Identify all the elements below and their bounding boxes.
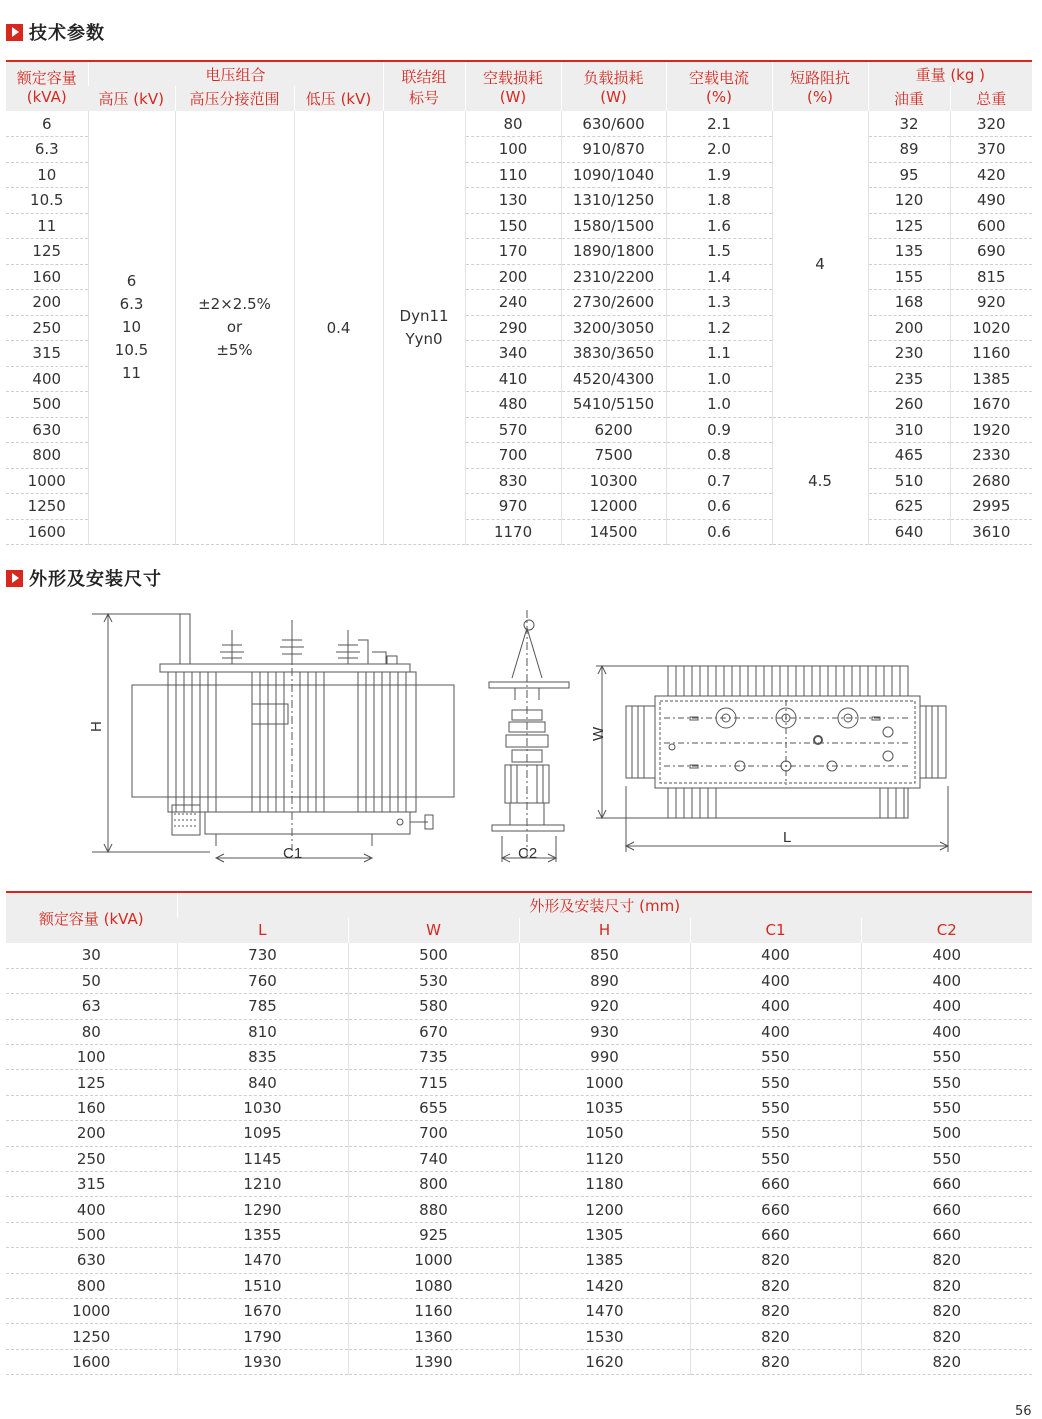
header-voltage-combo: 电压组合 [88, 61, 383, 86]
cell-c2: 820 [861, 1298, 1032, 1323]
cell-w: 1080 [348, 1273, 519, 1298]
cell-oil-weight: 125 [868, 213, 950, 239]
cell-capacity: 160 [6, 1095, 177, 1120]
cell-noload-current: 1.2 [666, 315, 772, 341]
cell-h: 1470 [519, 1298, 690, 1323]
cell-load-loss: 2310/2200 [561, 264, 666, 290]
cell-oil-weight: 510 [868, 468, 950, 494]
cell-c1: 660 [690, 1172, 861, 1197]
cell-capacity: 800 [6, 443, 88, 469]
cell-capacity: 315 [6, 1172, 177, 1197]
table-row [6, 968, 1032, 993]
cell-capacity: 1000 [6, 1298, 177, 1323]
cell-noload-current: 1.4 [666, 264, 772, 290]
cell-load-loss: 1580/1500 [561, 213, 666, 239]
table-row [6, 1045, 1032, 1070]
cell-total-weight: 3610 [950, 519, 1032, 545]
cell-oil-weight: 120 [868, 188, 950, 214]
cell-load-loss: 4520/4300 [561, 366, 666, 392]
cell-noload-loss: 410 [465, 366, 561, 392]
cell-noload-loss: 80 [465, 111, 561, 137]
table-row [6, 943, 1032, 968]
cell-l: 785 [177, 994, 348, 1019]
cell-total-weight: 420 [950, 162, 1032, 188]
cell-tap-range [175, 111, 294, 545]
cell-capacity: 200 [6, 290, 88, 316]
cell-w: 670 [348, 1019, 519, 1044]
cell-oil-weight: 260 [868, 392, 950, 418]
cell-c1: 400 [690, 994, 861, 1019]
cell-w: 735 [348, 1045, 519, 1070]
cell-noload-current: 0.8 [666, 443, 772, 469]
header-vector-group: 联结组 标号 [383, 61, 465, 111]
cell-oil-weight: 89 [868, 137, 950, 163]
page-number: 56 [1015, 1404, 1032, 1419]
cell-oil-weight: 230 [868, 341, 950, 367]
dim-label-h: H [88, 721, 105, 732]
header-c2: C2 [861, 918, 1032, 944]
header-hv: 高压 (kV) [88, 86, 175, 111]
table-row [6, 1324, 1032, 1349]
cell-l: 1030 [177, 1095, 348, 1120]
table-row [6, 1146, 1032, 1171]
cell-l: 810 [177, 1019, 348, 1044]
cell-noload-loss: 970 [465, 494, 561, 520]
cell-noload-current: 2.1 [666, 111, 772, 137]
cell-c2: 550 [861, 1070, 1032, 1095]
table-row [6, 111, 1032, 137]
cell-h: 1620 [519, 1349, 690, 1374]
cell-capacity: 1600 [6, 1349, 177, 1374]
cell-c2: 820 [861, 1349, 1032, 1374]
dim-label-c2: C2 [518, 845, 538, 862]
cell-h: 1180 [519, 1172, 690, 1197]
top-view-drawing [596, 666, 948, 852]
cell-w: 715 [348, 1070, 519, 1095]
cell-oil-weight: 155 [868, 264, 950, 290]
cell-noload-current: 0.7 [666, 468, 772, 494]
cell-load-loss: 5410/5150 [561, 392, 666, 418]
cell-hv-line: 6.3 [119, 295, 144, 313]
dim-label-c1: C1 [283, 845, 303, 862]
cell-l: 1355 [177, 1222, 348, 1247]
cell-c2: 820 [861, 1273, 1032, 1298]
cell-l: 1930 [177, 1349, 348, 1374]
header-dims-caption: 外形及安装尺寸 (mm) [177, 892, 1032, 918]
table-row [6, 1222, 1032, 1247]
cell-noload-loss: 100 [465, 137, 561, 163]
table-row [6, 1172, 1032, 1197]
cell-total-weight: 2995 [950, 494, 1032, 520]
section-title-text: 外形及安装尺寸 [29, 569, 162, 590]
cell-w: 1000 [348, 1248, 519, 1273]
cell-capacity: 250 [6, 315, 88, 341]
cell-h: 1305 [519, 1222, 690, 1247]
cell-capacity: 315 [6, 341, 88, 367]
cell-l: 1670 [177, 1298, 348, 1323]
section-title-dimensions [6, 566, 162, 590]
cell-c1: 550 [690, 1095, 861, 1120]
cell-oil-weight: 640 [868, 519, 950, 545]
header-tap-range: 高压分接范围 [175, 86, 294, 111]
header-total-weight: 总重 [950, 86, 1032, 111]
header-capacity: 额定容量 (kVA) [6, 61, 88, 111]
cell-h: 1000 [519, 1070, 690, 1095]
cell-impedance: 4 [772, 111, 868, 417]
cell-c2: 820 [861, 1324, 1032, 1349]
header-noload-loss: 空载损耗 (W) [465, 61, 561, 111]
cell-l: 835 [177, 1045, 348, 1070]
cell-total-weight: 370 [950, 137, 1032, 163]
cell-noload-current: 1.3 [666, 290, 772, 316]
section-title-text: 技术参数 [29, 23, 105, 44]
cell-c2: 660 [861, 1222, 1032, 1247]
cell-lv: 0.4 [294, 111, 383, 545]
cell-hv-line: 10 [121, 318, 142, 336]
table-row [6, 1095, 1032, 1120]
play-marker-icon [6, 570, 23, 587]
cell-load-loss: 1090/1040 [561, 162, 666, 188]
cell-noload-current: 1.9 [666, 162, 772, 188]
cell-w: 800 [348, 1172, 519, 1197]
cell-capacity: 11 [6, 213, 88, 239]
cell-noload-current: 1.0 [666, 366, 772, 392]
cell-noload-loss: 130 [465, 188, 561, 214]
cell-capacity: 160 [6, 264, 88, 290]
cell-c2: 550 [861, 1095, 1032, 1120]
cell-w: 1360 [348, 1324, 519, 1349]
cell-total-weight: 2680 [950, 468, 1032, 494]
header-l: L [177, 918, 348, 944]
cell-l: 1790 [177, 1324, 348, 1349]
cell-noload-current: 0.6 [666, 494, 772, 520]
cell-h: 1200 [519, 1197, 690, 1222]
cell-l: 1290 [177, 1197, 348, 1222]
cell-c1: 550 [690, 1121, 861, 1146]
cell-l: 1095 [177, 1121, 348, 1146]
cell-capacity: 500 [6, 392, 88, 418]
header-weight: 重量 (kg ) [868, 61, 1032, 86]
cell-l: 1470 [177, 1248, 348, 1273]
play-marker-icon [6, 24, 23, 41]
cell-c1: 820 [690, 1324, 861, 1349]
cell-oil-weight: 32 [868, 111, 950, 137]
cell-capacity: 125 [6, 1070, 177, 1095]
cell-w: 500 [348, 943, 519, 968]
cell-c1: 400 [690, 943, 861, 968]
transformer-drawings [0, 600, 1042, 875]
cell-total-weight: 1160 [950, 341, 1032, 367]
cell-oil-weight: 95 [868, 162, 950, 188]
cell-noload-loss: 830 [465, 468, 561, 494]
cell-w: 925 [348, 1222, 519, 1247]
cell-c2: 400 [861, 968, 1032, 993]
cell-tap-range-line: ±2×2.5% [198, 295, 271, 313]
cell-capacity: 200 [6, 1121, 177, 1146]
cell-load-loss: 1310/1250 [561, 188, 666, 214]
cell-noload-loss: 150 [465, 213, 561, 239]
cell-total-weight: 920 [950, 290, 1032, 316]
header-capacity: 额定容量 (kVA) [6, 892, 177, 943]
cell-capacity: 6.3 [6, 137, 88, 163]
cell-capacity: 1600 [6, 519, 88, 545]
cell-l: 1510 [177, 1273, 348, 1298]
cell-capacity: 125 [6, 239, 88, 265]
cell-c2: 400 [861, 943, 1032, 968]
cell-capacity: 50 [6, 968, 177, 993]
cell-w: 880 [348, 1197, 519, 1222]
cell-capacity: 500 [6, 1222, 177, 1247]
cell-total-weight: 1920 [950, 417, 1032, 443]
cell-c2: 660 [861, 1197, 1032, 1222]
cell-capacity: 10.5 [6, 188, 88, 214]
cell-total-weight: 690 [950, 239, 1032, 265]
cell-tap-range-line: ±5% [216, 341, 253, 359]
table-row [6, 1197, 1032, 1222]
cell-load-loss: 10300 [561, 468, 666, 494]
cell-total-weight: 1020 [950, 315, 1032, 341]
cell-noload-loss: 700 [465, 443, 561, 469]
cell-oil-weight: 168 [868, 290, 950, 316]
table-row [6, 1070, 1032, 1095]
cell-hv [88, 111, 175, 545]
cell-c2: 400 [861, 1019, 1032, 1044]
cell-load-loss: 12000 [561, 494, 666, 520]
cell-capacity: 400 [6, 1197, 177, 1222]
cell-hv-line: 10.5 [114, 341, 149, 359]
cell-w: 1390 [348, 1349, 519, 1374]
cell-noload-current: 1.5 [666, 239, 772, 265]
cell-capacity: 250 [6, 1146, 177, 1171]
cell-load-loss: 2730/2600 [561, 290, 666, 316]
cell-noload-loss: 340 [465, 341, 561, 367]
cell-w: 1160 [348, 1298, 519, 1323]
cell-h: 1035 [519, 1095, 690, 1120]
cell-noload-current: 0.6 [666, 519, 772, 545]
cell-noload-loss: 110 [465, 162, 561, 188]
table-row [6, 1248, 1032, 1273]
cell-oil-weight: 310 [868, 417, 950, 443]
cell-c1: 550 [690, 1146, 861, 1171]
cell-l: 1145 [177, 1146, 348, 1171]
cell-w: 580 [348, 994, 519, 1019]
cell-l: 730 [177, 943, 348, 968]
cell-c1: 660 [690, 1197, 861, 1222]
cell-h: 1530 [519, 1324, 690, 1349]
cell-c1: 820 [690, 1248, 861, 1273]
cell-oil-weight: 135 [868, 239, 950, 265]
tech-params-table [6, 60, 1032, 545]
cell-l: 760 [177, 968, 348, 993]
cell-c2: 550 [861, 1146, 1032, 1171]
cell-noload-current: 1.1 [666, 341, 772, 367]
cell-h: 930 [519, 1019, 690, 1044]
front-view-drawing [92, 614, 454, 862]
cell-total-weight: 490 [950, 188, 1032, 214]
cell-impedance: 4.5 [772, 417, 868, 545]
cell-capacity: 1000 [6, 468, 88, 494]
cell-total-weight: 320 [950, 111, 1032, 137]
cell-noload-loss: 200 [465, 264, 561, 290]
cell-w: 530 [348, 968, 519, 993]
cell-l: 1210 [177, 1172, 348, 1197]
cell-capacity: 1250 [6, 1324, 177, 1349]
cell-vector-group-line: Dyn11 [399, 306, 449, 325]
cell-noload-current: 1.0 [666, 392, 772, 418]
cell-total-weight: 815 [950, 264, 1032, 290]
cell-c1: 400 [690, 1019, 861, 1044]
cell-capacity: 10 [6, 162, 88, 188]
cell-oil-weight: 200 [868, 315, 950, 341]
cell-capacity: 630 [6, 1248, 177, 1273]
cell-c1: 820 [690, 1349, 861, 1374]
cell-c2: 660 [861, 1172, 1032, 1197]
cell-load-loss: 3830/3650 [561, 341, 666, 367]
cell-c2: 820 [861, 1248, 1032, 1273]
cell-noload-current: 1.6 [666, 213, 772, 239]
cell-capacity: 63 [6, 994, 177, 1019]
cell-l: 840 [177, 1070, 348, 1095]
cell-capacity: 1250 [6, 494, 88, 520]
cell-w: 655 [348, 1095, 519, 1120]
cell-c2: 550 [861, 1045, 1032, 1070]
header-noload-current: 空载电流 (%) [666, 61, 772, 111]
cell-hv-line: 6 [126, 272, 137, 290]
cell-capacity: 6 [6, 111, 88, 137]
cell-noload-loss: 290 [465, 315, 561, 341]
cell-load-loss: 3200/3050 [561, 315, 666, 341]
cell-vector-group [383, 111, 465, 545]
header-h: H [519, 918, 690, 944]
cell-capacity: 630 [6, 417, 88, 443]
header-load-loss: 负载损耗 (W) [561, 61, 666, 111]
cell-load-loss: 1890/1800 [561, 239, 666, 265]
cell-capacity: 800 [6, 1273, 177, 1298]
cell-total-weight: 600 [950, 213, 1032, 239]
cell-h: 890 [519, 968, 690, 993]
section-title-tech-params [6, 20, 105, 44]
cell-oil-weight: 625 [868, 494, 950, 520]
cell-w: 740 [348, 1146, 519, 1171]
cell-capacity: 80 [6, 1019, 177, 1044]
header-w: W [348, 918, 519, 944]
cell-total-weight: 1385 [950, 366, 1032, 392]
cell-noload-loss: 240 [465, 290, 561, 316]
cell-tap-range-line: or [226, 318, 243, 336]
cell-total-weight: 1670 [950, 392, 1032, 418]
table-row [6, 1019, 1032, 1044]
cell-w: 700 [348, 1121, 519, 1146]
cell-oil-weight: 465 [868, 443, 950, 469]
header-c1: C1 [690, 918, 861, 944]
cell-c1: 660 [690, 1222, 861, 1247]
cell-h: 1420 [519, 1273, 690, 1298]
cell-c1: 550 [690, 1070, 861, 1095]
cell-load-loss: 6200 [561, 417, 666, 443]
cell-c1: 820 [690, 1273, 861, 1298]
cell-vector-group-line: Yyn0 [405, 329, 443, 348]
cell-c2: 500 [861, 1121, 1032, 1146]
cell-h: 990 [519, 1045, 690, 1070]
header-lv: 低压 (kV) [294, 86, 383, 111]
cell-oil-weight: 235 [868, 366, 950, 392]
cell-noload-loss: 170 [465, 239, 561, 265]
table-row [6, 1273, 1032, 1298]
cell-c1: 820 [690, 1298, 861, 1323]
cell-total-weight: 2330 [950, 443, 1032, 469]
cell-h: 1385 [519, 1248, 690, 1273]
dim-label-l: L [783, 829, 792, 846]
cell-h: 1050 [519, 1121, 690, 1146]
dimensions-table [6, 891, 1032, 1375]
cell-noload-current: 2.0 [666, 137, 772, 163]
cell-hv-line: 11 [121, 364, 142, 382]
table-row [6, 1121, 1032, 1146]
side-view-drawing [489, 610, 569, 862]
cell-capacity: 30 [6, 943, 177, 968]
cell-capacity: 100 [6, 1045, 177, 1070]
cell-load-loss: 7500 [561, 443, 666, 469]
cell-h: 1120 [519, 1146, 690, 1171]
cell-load-loss: 14500 [561, 519, 666, 545]
dim-label-w: W [590, 726, 607, 741]
cell-h: 920 [519, 994, 690, 1019]
cell-noload-loss: 480 [465, 392, 561, 418]
table-row [6, 1349, 1032, 1374]
cell-c2: 400 [861, 994, 1032, 1019]
cell-noload-current: 0.9 [666, 417, 772, 443]
cell-load-loss: 630/600 [561, 111, 666, 137]
cell-load-loss: 910/870 [561, 137, 666, 163]
cell-c1: 550 [690, 1045, 861, 1070]
cell-noload-loss: 1170 [465, 519, 561, 545]
header-impedance: 短路阻抗 (%) [772, 61, 868, 111]
cell-c1: 400 [690, 968, 861, 993]
cell-noload-loss: 570 [465, 417, 561, 443]
cell-capacity: 400 [6, 366, 88, 392]
cell-noload-current: 1.8 [666, 188, 772, 214]
header-oil-weight: 油重 [868, 86, 950, 111]
table-row [6, 1298, 1032, 1323]
cell-h: 850 [519, 943, 690, 968]
table-row [6, 994, 1032, 1019]
